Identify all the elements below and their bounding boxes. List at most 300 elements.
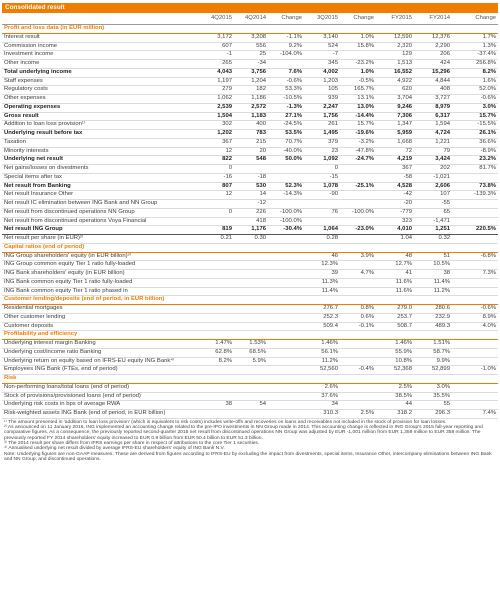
cell-value: 1.6% [452, 77, 498, 86]
cell-value: -14.3% [268, 191, 304, 200]
cell-value: -0.6% [452, 95, 498, 104]
cell-value: 1.46% [304, 340, 340, 349]
cell-value: -24.5% [268, 121, 304, 130]
cell-value [340, 392, 376, 401]
cell-value: 807 [198, 182, 234, 191]
cell-value [268, 366, 304, 375]
cell-value: -6.8% [452, 252, 498, 261]
cell-value [268, 331, 304, 340]
cell-value [304, 331, 340, 340]
cell-value [234, 331, 268, 340]
cell-value [234, 270, 268, 279]
cell-value: 4,844 [414, 77, 452, 86]
cell-value [234, 383, 268, 392]
row-label: Commission income [2, 42, 198, 51]
cell-value [268, 60, 304, 69]
cell-value: 4.0% [452, 322, 498, 331]
cell-value: 4,528 [376, 182, 414, 191]
cell-value: 38.5% [376, 392, 414, 401]
cell-value [268, 305, 304, 314]
cell-value: 15.8% [340, 42, 376, 51]
row-label: ING Group shareholders' equity (in EUR billion)³⁾ [2, 252, 198, 261]
results-table [2, 13, 498, 419]
table-row [2, 130, 498, 139]
row-label: Customer lending/deposits (end of period, in EUR billion) [2, 296, 198, 305]
cell-value: 1,197 [198, 77, 234, 86]
table-row [2, 103, 498, 112]
cell-value: 345 [304, 60, 340, 69]
cell-value: 1,202 [198, 130, 234, 139]
row-label: Net result per share (in EUR)²⁾ [2, 235, 198, 244]
cell-value: 38 [198, 401, 234, 410]
row-label: Net result IC elimination between ING Bank and NN Group [2, 200, 198, 209]
footnote: ⁴⁾ Annualised underlying net result divided by average IFRS-EU shareholders' equity of ING Bank N.V. [4, 446, 225, 452]
cell-value: 35.5% [414, 392, 452, 401]
cell-value: 1.51% [414, 340, 452, 349]
cell-value: 379 [304, 138, 340, 147]
cell-value: 50.0% [268, 156, 304, 165]
cell-value [234, 25, 268, 34]
cell-value: 8,979 [414, 103, 452, 112]
cell-value [304, 243, 340, 252]
table-row [2, 305, 498, 314]
cell-value: 12.7% [376, 261, 414, 270]
cell-value: 8.9% [452, 313, 498, 322]
cell-value [340, 25, 376, 34]
cell-value: -14.4% [340, 112, 376, 121]
cell-value: -10.5% [268, 95, 304, 104]
table-row [2, 121, 498, 130]
cell-value: 1,513 [376, 60, 414, 69]
cell-value: 0.28 [304, 235, 340, 244]
cell-value [452, 278, 498, 287]
cell-value: 1,062 [198, 95, 234, 104]
cell-value: -37.4% [452, 51, 498, 60]
cell-value: 15.7% [340, 121, 376, 130]
row-label: Underlying result before tax [2, 130, 198, 139]
cell-value: 220.5% [452, 226, 498, 235]
cell-value [340, 217, 376, 226]
cell-value [198, 217, 234, 226]
footnote: ¹⁾ The amount presented in 'addition to loan loss provision' (which is equivalent to risk costs) includes write-offs and recoveries on loans and receivables not included in the stock of provision for loan losses. [4, 419, 447, 425]
row-label: ING Bank common equity Tier 1 ratio phased in [2, 287, 198, 296]
cell-value: 55.9% [376, 348, 414, 357]
cell-value: 252.3 [304, 313, 340, 322]
table-row [2, 278, 498, 287]
table-row [2, 357, 498, 366]
cell-value: 548 [234, 156, 268, 165]
cell-value: 256.8% [452, 60, 498, 69]
table-row [2, 410, 498, 419]
footnote: ³⁾ The 2014 result per share differs from IFRS earnings per share in respect of attributions to the core Tier 1 securities. [4, 440, 260, 446]
cell-value: FY2014 [414, 13, 452, 25]
cell-value: 1,186 [234, 95, 268, 104]
cell-value: 107 [414, 191, 452, 200]
cell-value [340, 296, 376, 305]
cell-value [414, 375, 452, 384]
cell-value: 11.2% [414, 287, 452, 296]
cell-value [198, 243, 234, 252]
cell-value: 783 [234, 130, 268, 139]
row-label: Net result from discontinued operations NN Group [2, 208, 198, 217]
cell-value: -24.7% [340, 156, 376, 165]
cell-value: Change [268, 13, 304, 25]
cell-value: -0.1% [340, 322, 376, 331]
cell-value: 2.5% [376, 383, 414, 392]
cell-value [268, 278, 304, 287]
cell-value: 11.2% [304, 357, 340, 366]
cell-value: 0.21 [198, 235, 234, 244]
cell-value: 3,140 [304, 33, 340, 42]
table-row [2, 68, 498, 77]
footnotes [2, 419, 498, 462]
cell-value: 4,724 [414, 130, 452, 139]
table-row [2, 200, 498, 209]
row-label: ING Group common equity Tier 1 ratio fully-loaded [2, 261, 198, 270]
cell-value: 3,727 [414, 95, 452, 104]
cell-value: 79 [414, 147, 452, 156]
cell-value: 261 [304, 121, 340, 130]
cell-value: 14 [234, 191, 268, 200]
cell-value [234, 243, 268, 252]
row-label: Underlying interest margin Banking [2, 340, 198, 349]
row-label: Underlying net result [2, 156, 198, 165]
cell-value: 265 [198, 60, 234, 69]
cell-value: -100.0% [268, 217, 304, 226]
cell-value: -90 [304, 191, 340, 200]
cell-value: 556 [234, 42, 268, 51]
cell-value: 26.1% [452, 130, 498, 139]
cell-value: 1,221 [414, 138, 452, 147]
cell-value: 318.2 [376, 410, 414, 419]
row-label: Profit and loss data (in EUR million) [2, 25, 198, 34]
cell-value: -23.0% [340, 226, 376, 235]
cell-value [268, 392, 304, 401]
cell-value: -1 [198, 51, 234, 60]
table-row [2, 322, 498, 331]
cell-value: 508.7 [376, 322, 414, 331]
row-label: Risk-weighted assets ING Bank (end of period, in EUR billion) [2, 410, 198, 419]
cell-value: 1.53% [234, 340, 268, 349]
cell-value: 939 [304, 95, 340, 104]
cell-value: 3,208 [234, 33, 268, 42]
cell-value [340, 348, 376, 357]
table-row [2, 217, 498, 226]
cell-value: -8.9% [452, 147, 498, 156]
cell-value: 12,590 [376, 33, 414, 42]
cell-value [452, 331, 498, 340]
cell-value: 182 [234, 86, 268, 95]
row-label: Employees ING Bank (FTEs, end of period) [2, 366, 198, 375]
cell-value: 27.1% [268, 112, 304, 121]
cell-value [414, 331, 452, 340]
cell-value: -47.8% [340, 147, 376, 156]
cell-value: 68.5% [234, 348, 268, 357]
cell-value: 34 [304, 401, 340, 410]
cell-value [198, 261, 234, 270]
cell-value [198, 331, 234, 340]
cell-value: -0.5% [340, 77, 376, 86]
cell-value: 10.5% [414, 261, 452, 270]
table-row [2, 392, 498, 401]
cell-value [376, 296, 414, 305]
table-header-row [2, 13, 498, 25]
cell-value [198, 296, 234, 305]
cell-value [234, 305, 268, 314]
cell-value: 11.6% [376, 278, 414, 287]
cell-value: 16,552 [376, 68, 414, 77]
cell-value: 1.3% [452, 42, 498, 51]
cell-value: -1.3% [268, 103, 304, 112]
cell-value [304, 296, 340, 305]
cell-value [268, 270, 304, 279]
cell-value [234, 313, 268, 322]
cell-value [340, 331, 376, 340]
cell-value [452, 348, 498, 357]
table-row [2, 270, 498, 279]
cell-value: 23.2% [452, 156, 498, 165]
cell-value [452, 235, 498, 244]
cell-value: 53.3% [268, 86, 304, 95]
cell-value: -55 [414, 200, 452, 209]
cell-value: 55 [414, 401, 452, 410]
cell-value [198, 200, 234, 209]
cell-value [340, 243, 376, 252]
cell-value: -19.6% [340, 130, 376, 139]
cell-value: -20 [376, 200, 414, 209]
cell-value: 1.0% [340, 68, 376, 77]
cell-value: 3,172 [198, 33, 234, 42]
cell-value: 1.04 [376, 235, 414, 244]
cell-value: 310.3 [304, 410, 340, 419]
table-row [2, 287, 498, 296]
cell-value: 5,959 [376, 130, 414, 139]
cell-value: 1.0% [340, 33, 376, 42]
row-label: Residential mortgages [2, 305, 198, 314]
cell-value: Change [452, 13, 498, 25]
cell-value: 4,219 [376, 156, 414, 165]
cell-value [268, 296, 304, 305]
row-label: Stock of provisions/provisioned loans (end of period) [2, 392, 198, 401]
cell-value [340, 375, 376, 384]
cell-value [234, 287, 268, 296]
cell-value: 165.7% [340, 86, 376, 95]
table-row [2, 42, 498, 51]
cell-value: 73.8% [452, 182, 498, 191]
table-row [2, 51, 498, 60]
cell-value [268, 252, 304, 261]
cell-value [234, 296, 268, 305]
cell-value [234, 261, 268, 270]
cell-value: 12 [198, 191, 234, 200]
table-row [2, 86, 498, 95]
footnote: Note: Underlying figures are non-GAAP measures. These are derived from figures according to IFRS-EU by excluding the impact from divestments, special items, Insurance Other, intercompany eliminations between ING Bank and NN Group, and discontinued operations. [4, 451, 492, 462]
table-row [2, 340, 498, 349]
cell-value: 56.1% [304, 348, 340, 357]
cell-value: 367 [198, 138, 234, 147]
row-label: Capital ratios (end of period) [2, 243, 198, 252]
cell-value: 1,594 [414, 121, 452, 130]
cell-value: 4,043 [198, 68, 234, 77]
cell-value [198, 375, 234, 384]
table-row [2, 226, 498, 235]
cell-value: 0.32 [414, 235, 452, 244]
cell-value: FY2015 [376, 13, 414, 25]
section-header-row [2, 243, 498, 252]
cell-value: 232.9 [414, 313, 452, 322]
cell-value: 11.4% [414, 278, 452, 287]
cell-value: Change [340, 13, 376, 25]
cell-value [268, 313, 304, 322]
cell-value [340, 340, 376, 349]
cell-value: 23 [304, 147, 340, 156]
table-row [2, 95, 498, 104]
cell-value: 12,376 [414, 33, 452, 42]
cell-value: 276.7 [304, 305, 340, 314]
cell-value [414, 296, 452, 305]
table-row [2, 401, 498, 410]
cell-value: 279 [198, 86, 234, 95]
row-label: Underlying cost/income ratio Banking [2, 348, 198, 357]
cell-value: 9,246 [376, 103, 414, 112]
cell-value: -25.1% [340, 182, 376, 191]
cell-value: 54 [234, 401, 268, 410]
cell-value: -12 [234, 200, 268, 209]
row-label: Non-performing loans/total loans (end of period) [2, 383, 198, 392]
cell-value [452, 25, 498, 34]
cell-value [198, 287, 234, 296]
cell-value [198, 305, 234, 314]
table-row [2, 112, 498, 121]
row-label: Addition to loan loss provision¹⁾ [2, 121, 198, 130]
cell-value: 509.4 [304, 322, 340, 331]
results-table-body [2, 13, 498, 418]
cell-value [340, 200, 376, 209]
row-label: Underlying return on equity based on IFRS-EU equity ING Bank⁴⁾ [2, 357, 198, 366]
cell-value [198, 383, 234, 392]
table-row [2, 138, 498, 147]
cell-value: 1.7% [452, 33, 498, 42]
cell-value: -1.1% [268, 33, 304, 42]
cell-value: 9.2% [268, 42, 304, 51]
cell-value: -1.0% [452, 366, 498, 375]
cell-value: 1,064 [304, 226, 340, 235]
cell-value: 7,306 [376, 112, 414, 121]
row-label: ING Bank shareholders' equity (in EUR billion) [2, 270, 198, 279]
cell-value [340, 165, 376, 174]
cell-value [234, 278, 268, 287]
cell-value [198, 25, 234, 34]
cell-value: 296.3 [414, 410, 452, 419]
cell-value: -58 [376, 173, 414, 182]
cell-value: 2,290 [414, 42, 452, 51]
row-label: Customer deposits [2, 322, 198, 331]
cell-value: -42 [376, 191, 414, 200]
cell-value [268, 410, 304, 419]
cell-value [340, 173, 376, 182]
cell-value: 12.3% [304, 261, 340, 270]
cell-value [340, 278, 376, 287]
cell-value: 822 [198, 156, 234, 165]
cell-value [452, 401, 498, 410]
cell-value [198, 322, 234, 331]
cell-value: 62.8% [198, 348, 234, 357]
table-row [2, 313, 498, 322]
cell-value: 400 [234, 121, 268, 130]
cell-value: 72 [376, 147, 414, 156]
cell-value: 2,572 [234, 103, 268, 112]
cell-value: 424 [414, 60, 452, 69]
cell-value [268, 357, 304, 366]
cell-value: 8.2% [452, 68, 498, 77]
cell-value: 1,204 [234, 77, 268, 86]
cell-value: -1,021 [414, 173, 452, 182]
cell-value: 3,756 [234, 68, 268, 77]
row-label: Profitability and efficiency [2, 331, 198, 340]
cell-value: 15.7% [452, 112, 498, 121]
cell-value: 3,704 [376, 95, 414, 104]
cell-value [452, 208, 498, 217]
cell-value: -100.0% [268, 208, 304, 217]
cell-value: -3.2% [340, 138, 376, 147]
cell-value: 51 [414, 252, 452, 261]
cell-value [268, 348, 304, 357]
table-row [2, 208, 498, 217]
table-row [2, 252, 498, 261]
cell-value: 3.0% [414, 383, 452, 392]
row-label: Special items after tax [2, 173, 198, 182]
row-label: Taxation [2, 138, 198, 147]
row-label: Net result ING Group [2, 226, 198, 235]
cell-value [452, 383, 498, 392]
cell-value: -0.6% [452, 305, 498, 314]
cell-value: 4,010 [376, 226, 414, 235]
cell-value: 48 [376, 252, 414, 261]
cell-value: 4,922 [376, 77, 414, 86]
row-label: Risk [2, 375, 198, 384]
cell-value [268, 401, 304, 410]
cell-value [376, 25, 414, 34]
cell-value: 11.3% [304, 278, 340, 287]
row-label: Net result from Banking [2, 182, 198, 191]
cell-value: -18 [234, 173, 268, 182]
cell-value [304, 200, 340, 209]
section-header-row [2, 25, 498, 34]
cell-value [452, 200, 498, 209]
cell-value: 206 [414, 51, 452, 60]
cell-value: 105 [304, 86, 340, 95]
cell-value: 1,203 [304, 77, 340, 86]
cell-value [268, 261, 304, 270]
section-header-row [2, 375, 498, 384]
cell-value [268, 322, 304, 331]
cell-value: -0.4% [340, 366, 376, 375]
cell-value: 620 [376, 86, 414, 95]
cell-value [198, 366, 234, 375]
cell-value: 1,756 [304, 112, 340, 121]
cell-value [414, 25, 452, 34]
cell-value [340, 191, 376, 200]
table-row [2, 147, 498, 156]
cell-value: 6,317 [414, 112, 452, 121]
cell-value: 607 [198, 42, 234, 51]
cell-value: 20 [234, 147, 268, 156]
cell-value: -7 [304, 51, 340, 60]
cell-value [234, 375, 268, 384]
cell-value: -40.0% [268, 147, 304, 156]
cell-value: -0.6% [268, 77, 304, 86]
row-label: Minority interests [2, 147, 198, 156]
